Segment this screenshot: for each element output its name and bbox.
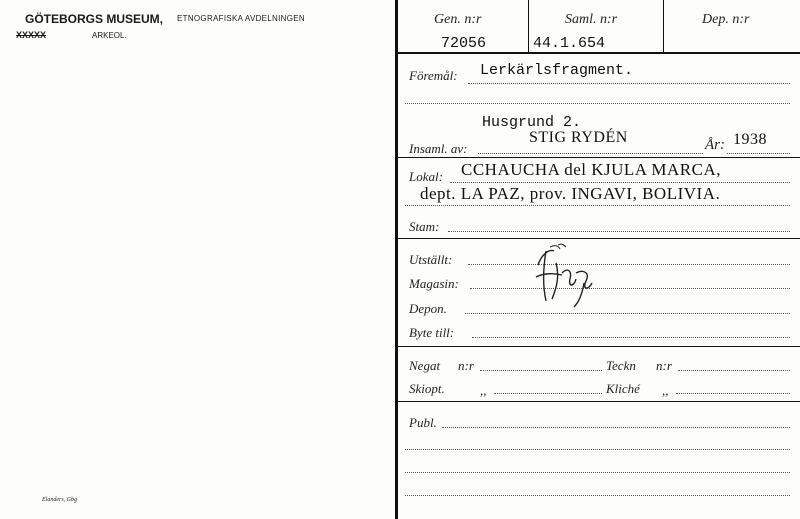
gen-label: Gen. n:r [434, 12, 482, 27]
foremal-line-2 [405, 103, 790, 104]
saml-value: 44.1.654 [533, 35, 606, 52]
foremal-value: Lerkärlsfragment. [480, 62, 634, 79]
stam-label: Stam: [409, 219, 440, 234]
gen-value: 72056 [441, 35, 487, 52]
stam-line [448, 231, 790, 232]
depon-line [465, 313, 790, 314]
insaml-value: STIG RYDÉN [529, 129, 628, 146]
byte-label: Byte till: [409, 325, 455, 340]
teckn-line [678, 370, 790, 371]
kliche-line [676, 393, 790, 394]
insaml-label: Insaml. av: [409, 141, 468, 156]
department-name: ETNOGRAFISKA AVDELNINGEN [177, 14, 305, 23]
arkeol-label: ARKEOL. [92, 31, 127, 40]
top-box-bottom-line [398, 52, 800, 54]
struck-department: XXXXX [16, 30, 47, 40]
depon-label: Depon. [409, 301, 447, 316]
dep-label: Dep. n:r [702, 12, 750, 27]
utstallt-line [468, 264, 790, 265]
saml-label: Saml. n:r [565, 12, 618, 27]
section-line-4 [398, 401, 800, 402]
publ-line-3 [405, 472, 790, 473]
printer-mark: Elanders, Gbg [42, 497, 77, 503]
lokal-line-2 [405, 205, 790, 206]
publ-line-2 [405, 449, 790, 450]
ar-value: 1938 [733, 131, 767, 148]
foremal-label: Föremål: [409, 68, 458, 83]
publ-label: Publ. [409, 415, 437, 430]
ar-line [727, 153, 790, 154]
foremal-value-2: Husgrund 2. [482, 114, 582, 131]
kliche-label: Kliché [606, 381, 640, 396]
section-line-3 [398, 346, 800, 347]
negat-label: Negat [409, 358, 441, 373]
lokal-label: Lokal: [409, 169, 443, 184]
skiopt-ditto: ,, [480, 383, 487, 398]
section-line-2 [398, 238, 800, 239]
top-box-sep-2 [663, 0, 664, 52]
insaml-line [478, 153, 703, 154]
top-box-sep-1 [528, 0, 529, 52]
magasin-line [470, 288, 790, 289]
museum-name: GÖTEBORGS MUSEUM, [25, 12, 164, 26]
kliche-ditto: ,, [662, 383, 669, 398]
magasin-label: Magasin: [409, 276, 459, 291]
negat-nr: n:r [458, 358, 474, 373]
teckn-nr: n:r [656, 358, 672, 373]
publ-line-4 [405, 495, 790, 496]
skiopt-label: Skiopt. [409, 381, 445, 396]
utstallt-label: Utställt: [409, 252, 453, 267]
publ-line-1 [442, 427, 790, 428]
section-line-1 [398, 157, 800, 158]
lokal-value-1: CCHAUCHA del KJULA MARCA, [461, 160, 721, 179]
lokal-value-2: dept. LA PAZ, prov. INGAVI, BOLIVIA. [420, 184, 721, 203]
negat-line [480, 370, 602, 371]
byte-line [472, 337, 790, 338]
card-divider [395, 0, 398, 519]
signature-mark [528, 243, 600, 313]
skiopt-line [494, 393, 602, 394]
teckn-label: Teckn [606, 358, 636, 373]
ar-label: År: [705, 137, 725, 153]
foremal-line-1 [468, 83, 790, 84]
lokal-line-1 [450, 182, 790, 183]
